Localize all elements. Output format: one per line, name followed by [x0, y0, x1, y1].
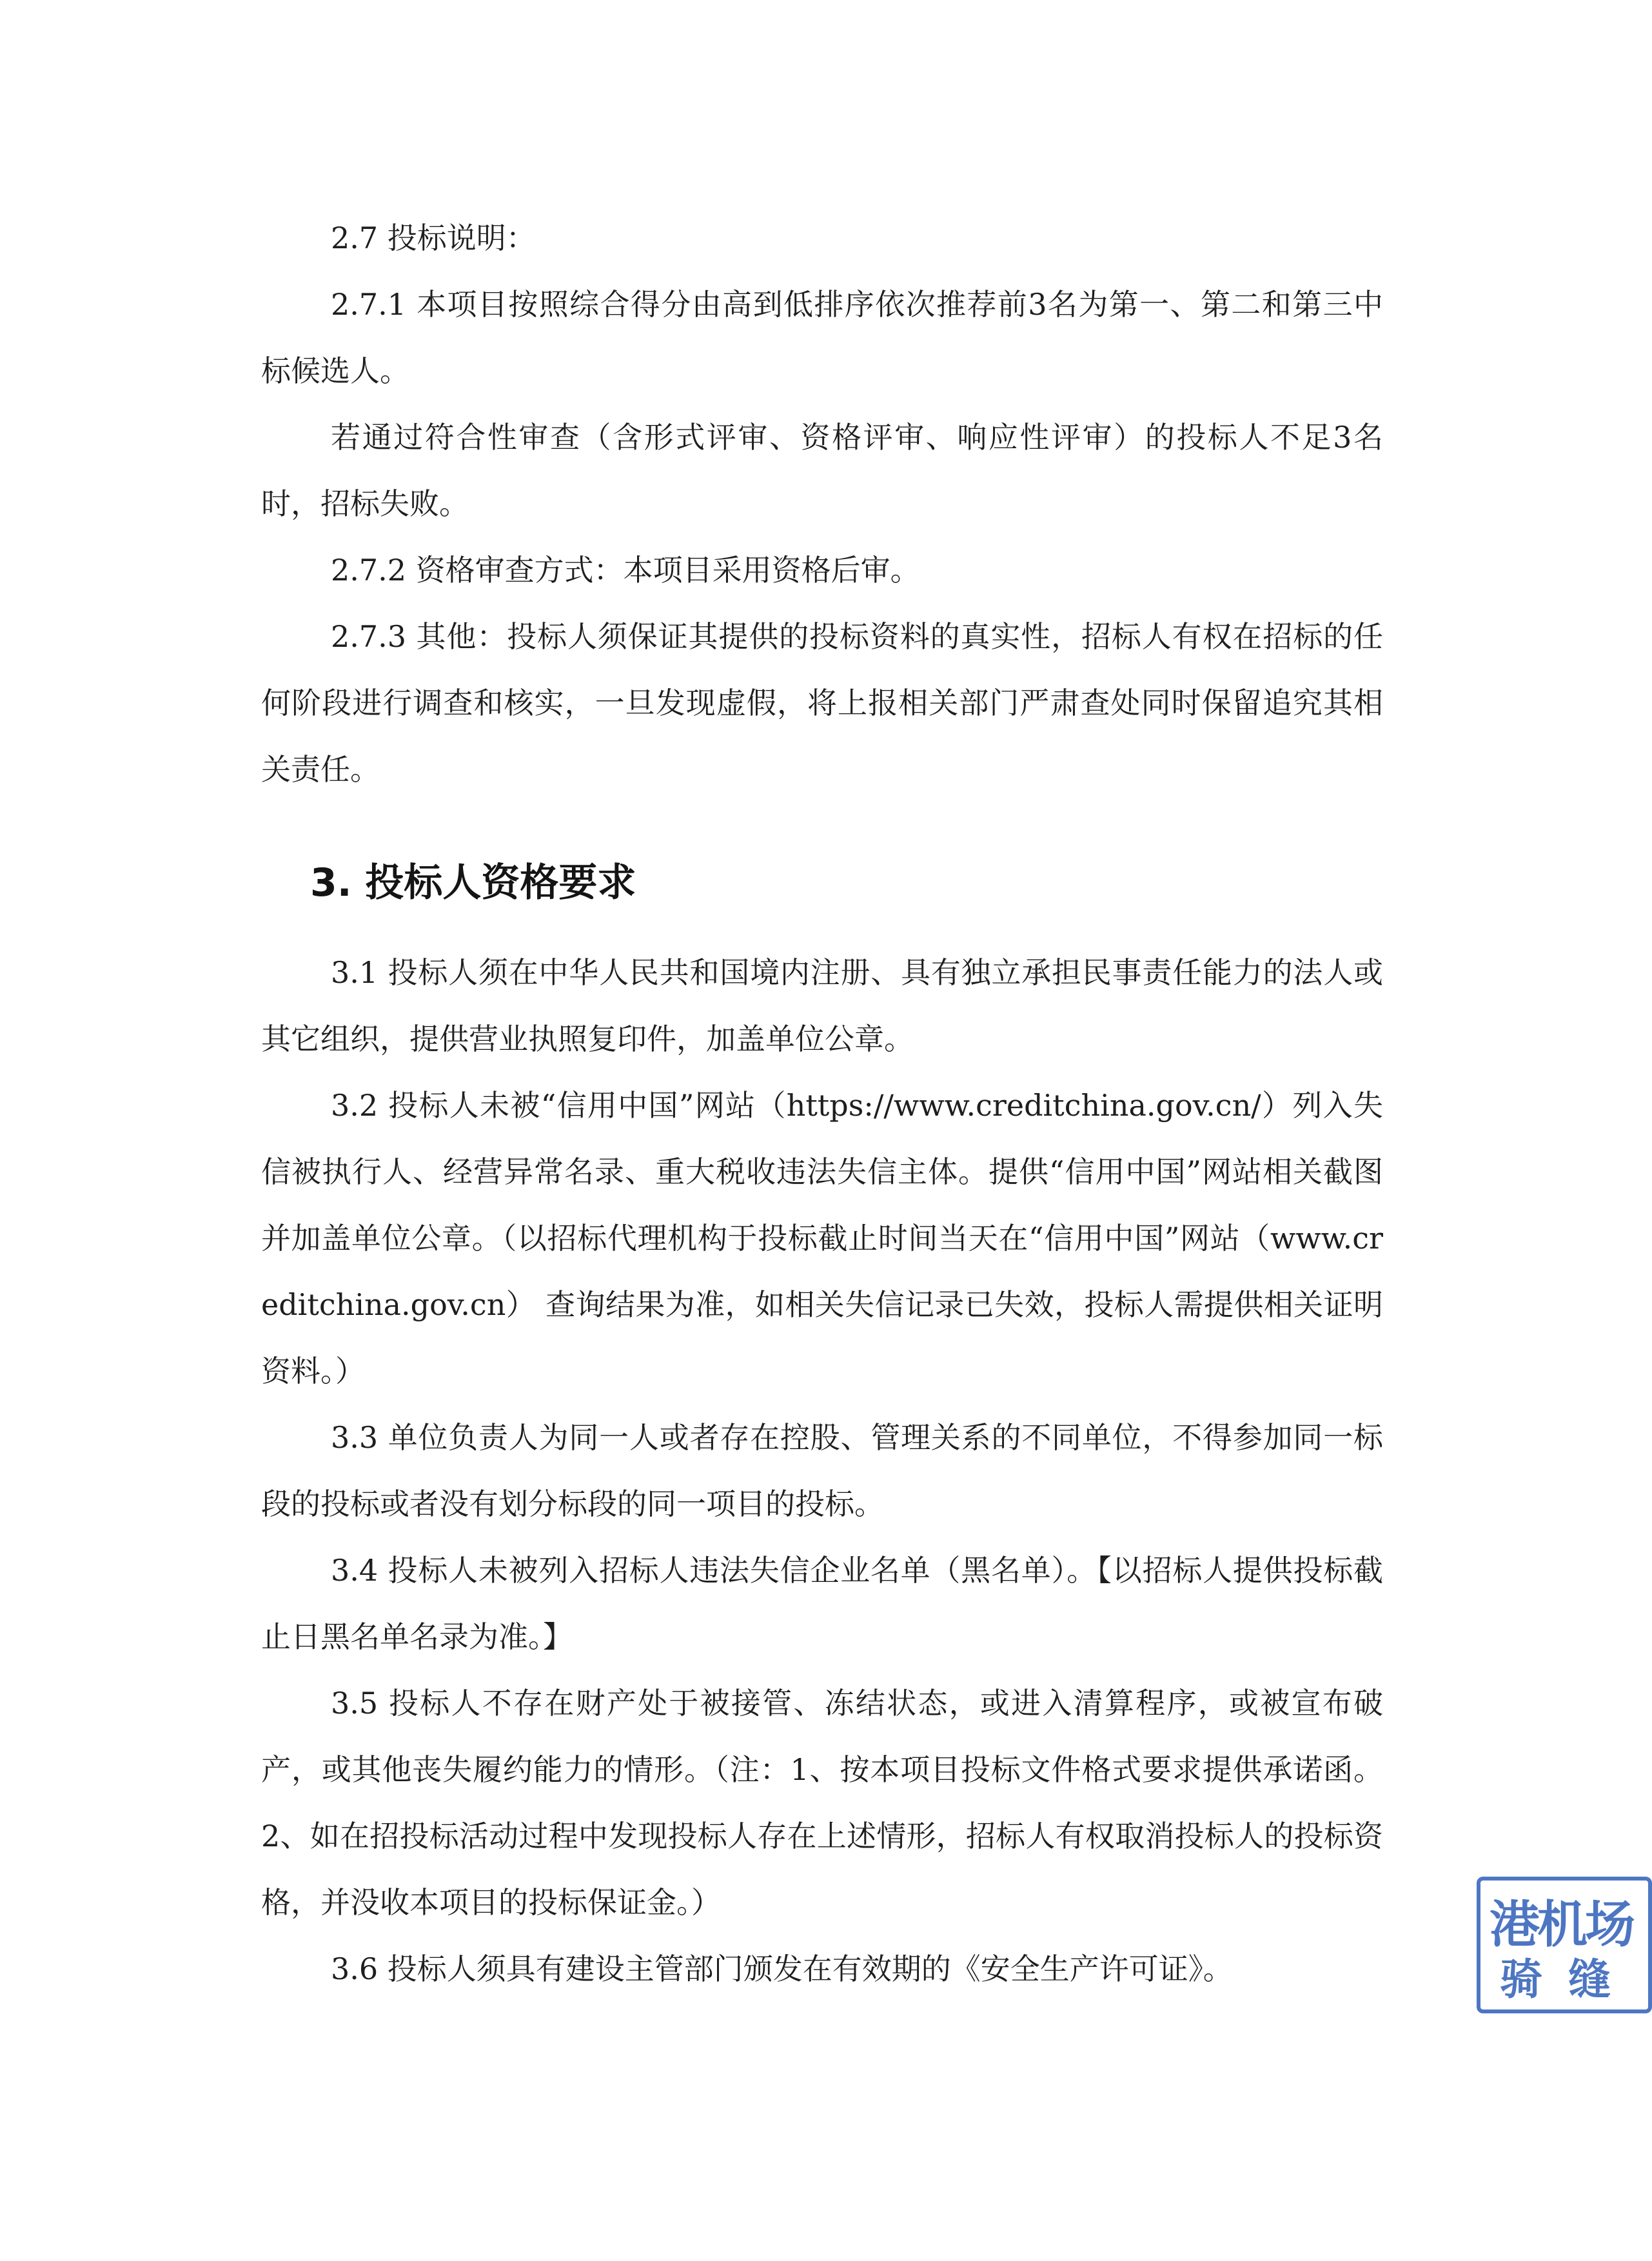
requirement-3-5: 3.5 投标人不存在财产处于被接管、冻结状态，或进入清算程序，或被宣布破产，或其他丧失履约能力的情形。（注：1、按本项目投标文件格式要求提供承诺函。2、如在招投标活动过程中发现投标人存在上述情形，招标人有权取消投标人的投标资格，并没收本项目的投标保证金。）: [261, 1686, 1383, 1920]
requirement-3-2: 3.2 投标人未被“信用中国”网站（https://www.creditchina.gov.cn/）列入失信被执行人、经营异常名录、重大税收违法失信主体。提供“信用中国”网站相关截图并加盖单位公章。（以招标代理机构于投标截止时间当天在“信用中国”网站（www.creditchina.gov.cn） 查询结果为准，如相关失信记录已失效，投标人需提供相关证明资料。）: [261, 1088, 1383, 1388]
seam-seal-stamp: [1477, 1864, 1637, 2019]
requirement-3-3: 3.3 单位负责人为同一人或者存在控股、管理关系的不同单位，不得参加同一标段的投标或者没有划分标段的同一项目的投标。: [261, 1420, 1383, 1521]
stamp-text-line1: 港机场: [1490, 1896, 1633, 1954]
section-2-7-1-failure-paragraph: 若通过符合性审查（含形式评审、资格评审、响应性评审）的投标人不足3名时，招标失败。: [261, 420, 1383, 521]
requirement-3-6: 3.6 投标人须具有建设主管部门颁发在有效期的《安全生产许可证》。: [331, 1951, 1233, 1986]
section-2-7-2-paragraph: 2.7.2 资格审查方式：本项目采用资格后审。: [331, 553, 920, 587]
requirement-3-4: 3.4 投标人未被列入招标人违法失信企业名单（黑名单）。【以招标人提供投标截止日黑名单名录为准。】: [261, 1553, 1383, 1654]
section-2-7-1-paragraph: 2.7.1 本项目按照综合得分由高到低排序依次推荐前3名为第一、第二和第三中标候选人。: [261, 287, 1383, 388]
stamp-border: [1477, 1877, 1652, 2013]
section-3-heading: 3. 投标人资格要求: [310, 860, 636, 905]
stamp-text-line2: 骑缝: [1500, 1955, 1637, 2004]
section-2-7-title: 2.7 投标说明：: [331, 221, 536, 255]
section-2-7-3-paragraph: 2.7.3 其他：投标人须保证其提供的投标资料的真实性，招标人有权在招标的任何阶段进行调查和核实，一旦发现虚假，将上报相关部门严肃查处同时保留追究其相关责任。: [261, 619, 1383, 787]
requirement-3-1: 3.1 投标人须在中华人民共和国境内注册、具有独立承担民事责任能力的法人或其它组织，提供营业执照复印件，加盖单位公章。: [261, 955, 1383, 1056]
page-content: [261, 205, 1383, 2002]
